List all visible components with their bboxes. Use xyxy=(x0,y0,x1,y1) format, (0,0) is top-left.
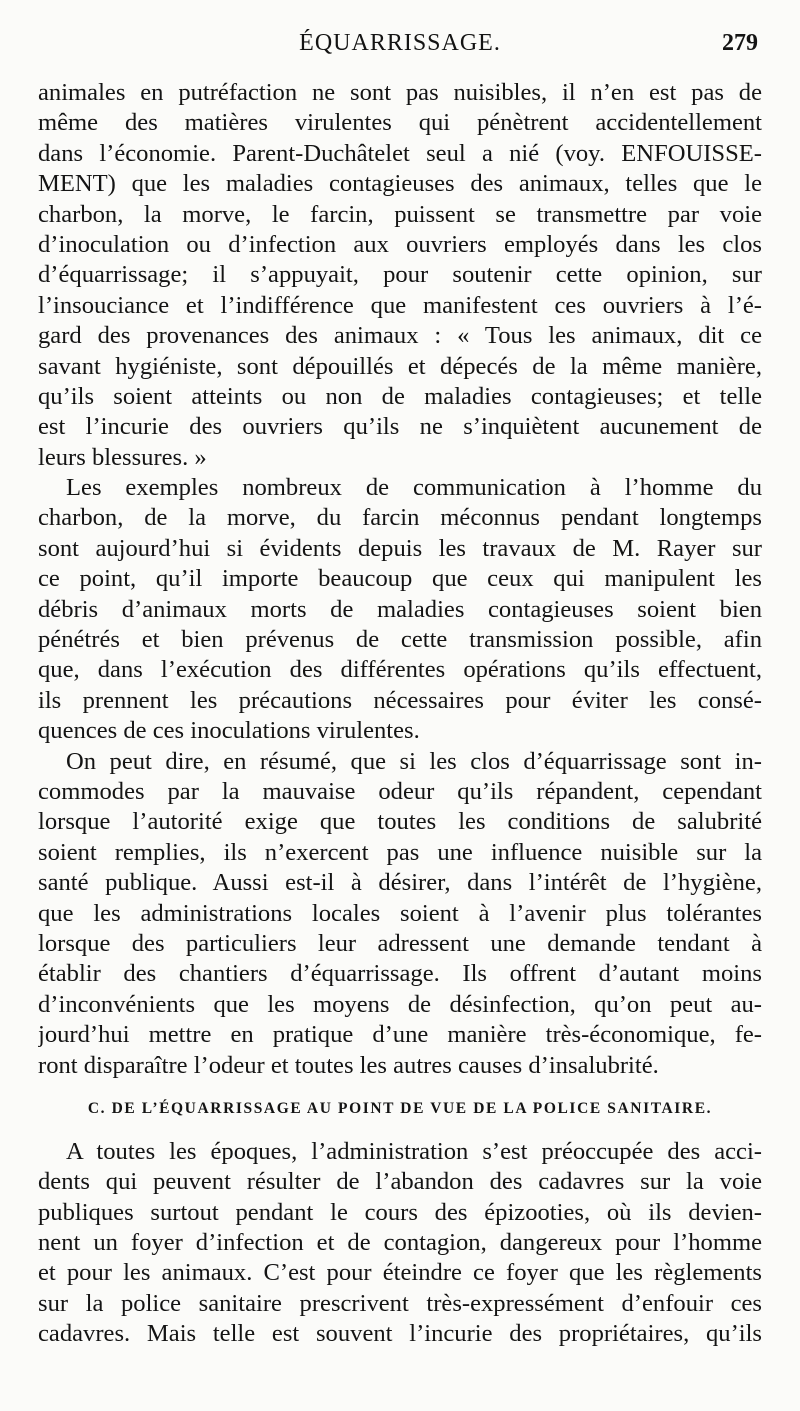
text-line: A toutes les époques, l’administration s’est préoccupée des acci- xyxy=(66,1137,762,1165)
section-heading: C. DE L’ÉQUARRISSAGE AU POINT DE VUE DE LA POLICE SANITAIRE. xyxy=(87,1099,713,1117)
text-line: dents qui peuvent résulter de l’abandon des cadavres sur la voie xyxy=(38,1168,762,1196)
text-line: sont aujourd’hui si évidents depuis les travaux de M. Rayer sur xyxy=(38,534,762,562)
text-line: l’insouciance et l’indifférence que manifestent ces ouvriers à l’é- xyxy=(38,291,762,319)
text-line: lorsque l’autorité exige que toutes les conditions de salubrité xyxy=(38,808,762,836)
text-line: est l’incurie des ouvriers qu’ils ne s’inquiètent aucunement de xyxy=(38,413,762,441)
text-line: savant hygiéniste, sont dépouillés et dépecés de la même manière, xyxy=(38,352,762,380)
text-line: MENT) que les maladies contagieuses des animaux, telles que le xyxy=(38,170,762,198)
text-line: jourd’hui mettre en pratique d’une manière très-économique, fe- xyxy=(38,1021,762,1049)
paragraph-2 xyxy=(38,473,762,747)
text-line: débris d’animaux morts de maladies contagieuses soient bien xyxy=(38,595,762,623)
text-line: leurs blessures. » xyxy=(38,443,207,471)
running-title: ÉQUARRISSAGE. xyxy=(299,30,501,56)
text-line: soient remplies, ils n’exercent pas une influence nuisible sur la xyxy=(38,838,762,866)
spacer xyxy=(38,1081,762,1089)
text-line: dans l’économie. Parent-Duchâtelet seul a nié (voy. ENFOUISSE- xyxy=(38,139,762,167)
text-line: ront disparaître l’odeur et toutes les autres causes d’insalubrité. xyxy=(38,1051,659,1079)
text-line: gard des provenances des animaux : « Tous les animaux, dit ce xyxy=(38,322,762,350)
running-header xyxy=(0,28,800,64)
paragraph-4 xyxy=(38,1137,762,1350)
text-line: que, dans l’exécution des différentes opérations qu’ils effectuent, xyxy=(38,656,762,684)
text-line: cadavres. Mais telle est souvent l’incurie des propriétaires, qu’ils xyxy=(38,1320,762,1348)
text-line: d’inconvénients que les moyens de désinfection, qu’on peut au- xyxy=(38,990,762,1018)
text-line: d’équarrissage; il s’appuyait, pour soutenir cette opinion, sur xyxy=(38,261,762,289)
text-line: lorsque des particuliers leur adressent une demande tendant à xyxy=(38,929,762,957)
text-line: On peut dire, en résumé, que si les clos d’équarrissage sont in- xyxy=(66,747,762,775)
text-line: charbon, de la morve, du farcin méconnus pendant longtemps xyxy=(38,504,762,532)
text-line: ils prennent les précautions nécessaires pour éviter les consé- xyxy=(38,686,762,714)
text-line: charbon, la morve, le farcin, puissent se transmettre par voie xyxy=(38,200,762,228)
text-line: d’inoculation ou d’infection aux ouvriers employés dans les clos xyxy=(38,230,762,258)
text-line: ce point, qu’il importe beaucoup que ceux qui manipulent les xyxy=(38,565,762,593)
paragraph-1 xyxy=(38,78,762,473)
page-number: 279 xyxy=(722,30,758,56)
text-line: sur la police sanitaire prescrivent très-expressément d’enfouir ces xyxy=(38,1289,762,1317)
text-line: Les exemples nombreux de communication à l’homme du xyxy=(66,474,762,502)
text-line: publiques surtout pendant le cours des épizooties, où ils devien- xyxy=(38,1198,762,1226)
text-line: quences de ces inoculations virulentes. xyxy=(38,717,420,745)
page-body xyxy=(38,78,762,1350)
text-line: animales en putréfaction ne sont pas nuisibles, il n’en est pas de xyxy=(38,79,762,106)
text-line: santé publique. Aussi est-il à désirer, dans l’intérêt de l’hygiène, xyxy=(38,869,762,897)
text-line: nent un foyer d’infection et de contagion, dangereux pour l’homme xyxy=(38,1229,762,1257)
text-line: que les administrations locales soient à l’avenir plus tolérantes xyxy=(38,899,762,927)
text-line: même des matières virulentes qui pénètrent accidentellement xyxy=(38,109,762,137)
paragraph-3 xyxy=(38,747,762,1081)
text-line: commodes par la mauvaise odeur qu’ils répandent, cependant xyxy=(38,777,762,805)
spacer xyxy=(38,1129,762,1137)
text-line: qu’ils soient atteints ou non de maladies contagieuses; et telle xyxy=(38,382,762,410)
text-line: et pour les animaux. C’est pour éteindre ce foyer que les règlements xyxy=(38,1259,762,1287)
text-line: établir des chantiers d’équarrissage. Ils offrent d’autant moins xyxy=(38,960,762,988)
text-line: pénétrés et bien prévenus de cette transmission possible, afin xyxy=(38,626,762,654)
